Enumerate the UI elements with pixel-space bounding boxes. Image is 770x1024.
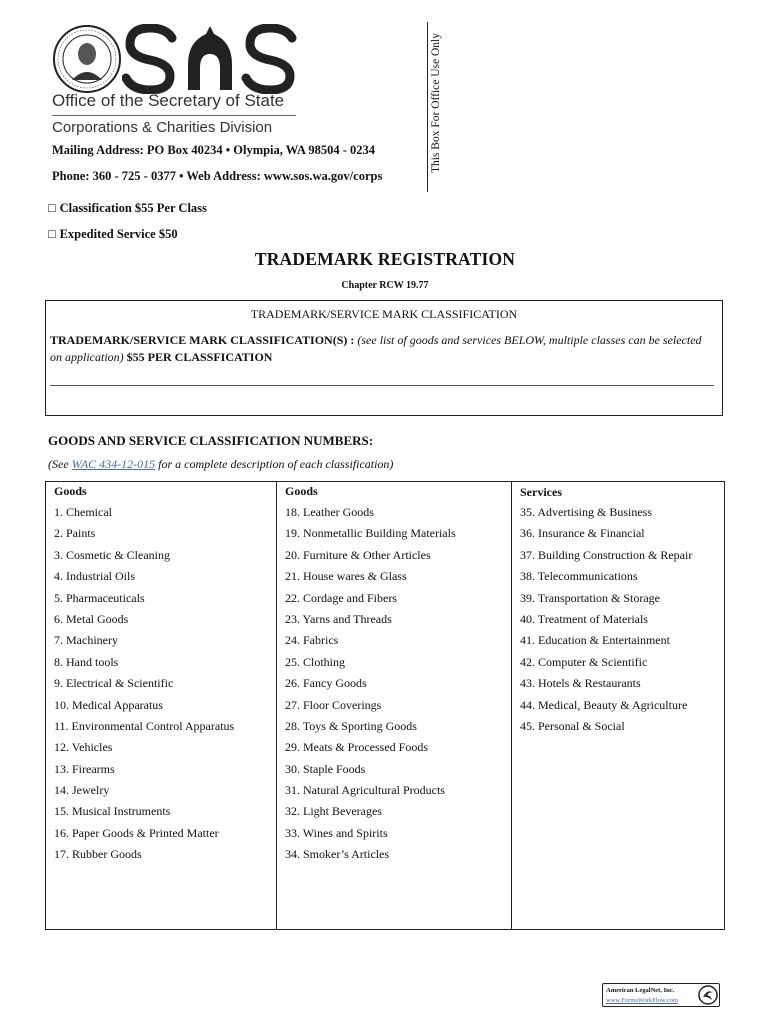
class-item: 17. Rubber Goods: [54, 847, 142, 862]
class-item: 41. Education & Entertainment: [520, 633, 670, 648]
classification-box: [45, 300, 723, 416]
subtitle-suffix: for a complete description of each classification): [155, 457, 394, 471]
goods-section-heading: GOODS AND SERVICE CLASSIFICATION NUMBERS:: [48, 433, 374, 448]
class-list: [520, 505, 692, 740]
class-item: 19. Nonmetallic Building Materials: [285, 526, 456, 541]
classification-lead: TRADEMARK/SERVICE MARK CLASSIFICATION(S) :: [50, 333, 355, 347]
class-item: 16. Paper Goods & Printed Matter: [54, 825, 219, 840]
footer-url[interactable]: www.FormsWorkFlow.com: [606, 997, 678, 1004]
class-item: 13. Firearms: [54, 761, 115, 776]
classification-table: [45, 481, 725, 930]
class-item: 29. Meats & Processed Foods: [285, 740, 428, 755]
class-item: 4. Industrial Oils: [54, 569, 135, 584]
state-seal-icon: [52, 24, 122, 94]
class-item: 34. Smoker’s Articles: [285, 847, 390, 862]
column-header: Goods: [54, 484, 87, 498]
sos-logo-icon: [122, 24, 302, 94]
class-item: 3. Cosmetic & Cleaning: [54, 547, 170, 562]
class-item: 21. House wares & Glass: [285, 569, 407, 584]
class-item: 35. Advertising & Business: [520, 505, 653, 519]
class-item: 28. Toys & Sporting Goods: [285, 718, 417, 733]
class-item: 39. Transportation & Storage: [520, 590, 660, 605]
class-item: 42. Computer & Scientific: [520, 654, 648, 669]
class-item: 31. Natural Agricultural Products: [285, 783, 445, 798]
class-item: 32. Light Beverages: [285, 804, 382, 819]
class-item: 45. Personal & Social: [520, 718, 625, 733]
class-item: 5. Pharmaceuticals: [54, 590, 145, 605]
classification-option-label: Classification $55 Per Class: [59, 201, 207, 215]
class-item: 10. Medical Apparatus: [54, 697, 163, 712]
phone-web-address: Phone: 360 - 725 - 0377 • Web Address: www.sos.wa.gov/corps: [52, 169, 383, 183]
class-item: 12. Vehicles: [54, 740, 113, 755]
class-item: 25. Clothing: [285, 654, 346, 669]
office-use-box: [427, 22, 448, 192]
wac-link[interactable]: WAC 434-12-015: [71, 457, 156, 471]
class-item: 22. Cordage and Fibers: [285, 590, 397, 605]
class-item: 37. Building Construction & Repair: [520, 547, 693, 562]
goods-column-1: [46, 482, 276, 929]
form-title: TRADEMARK REGISTRATION: [254, 249, 516, 269]
classification-option[interactable]: [48, 201, 207, 216]
footer-company-name: American LegalNet, Inc.: [606, 987, 675, 994]
class-item: 7. Machinery: [54, 633, 118, 648]
class-item: 27. Floor Coverings: [285, 697, 382, 712]
class-item: 23. Yarns and Threads: [285, 611, 392, 626]
expedited-option-label: Expedited Service $50: [59, 227, 178, 241]
class-item: 15. Musical Instruments: [54, 804, 171, 819]
column-header: Goods: [285, 484, 318, 498]
class-item: 8. Hand tools: [54, 654, 119, 669]
services-column: [511, 482, 727, 929]
subtitle-prefix: (See: [48, 457, 72, 471]
expedited-option[interactable]: [48, 227, 178, 242]
class-item: 18. Leather Goods: [285, 505, 374, 519]
checkbox-icon[interactable]: □: [48, 201, 56, 215]
class-item: 24. Fabrics: [285, 633, 339, 648]
class-item: 9. Electrical & Scientific: [54, 676, 174, 691]
footer-badge: [602, 983, 720, 1007]
class-item: 43. Hotels & Restaurants: [520, 676, 641, 691]
class-item: 44. Medical, Beauty & Agriculture: [520, 697, 688, 712]
class-item: 26. Fancy Goods: [285, 676, 367, 691]
class-item: 36. Insurance & Financial: [520, 526, 645, 541]
class-item: 6. Metal Goods: [54, 611, 129, 626]
checkbox-icon[interactable]: □: [48, 227, 56, 241]
goods-section-subtitle: [48, 457, 393, 472]
office-title: Office of the Secretary of State: [52, 91, 285, 110]
class-list: [285, 505, 456, 869]
chapter-reference: Chapter RCW 19.77: [341, 280, 429, 291]
office-use-label: This Box For Office Use Only: [430, 33, 442, 174]
column-header: Services: [520, 485, 562, 499]
class-item: 11. Environmental Control Apparatus: [54, 718, 235, 733]
forms-workflow-logo-icon: [698, 985, 718, 1005]
class-item: 38. Telecommunications: [520, 569, 638, 584]
divider: [52, 115, 296, 116]
mailing-address: Mailing Address: PO Box 40234 • Olympia, WA 98504 - 0234: [52, 143, 376, 157]
class-item: 30. Staple Foods: [285, 761, 366, 776]
class-item: 2. Paints: [54, 526, 96, 541]
class-list: [54, 505, 234, 869]
class-item: 33. Wines and Spirits: [285, 825, 388, 840]
class-item: 1. Chemical: [54, 505, 112, 519]
class-item: 14. Jewelry: [54, 783, 110, 798]
class-item: 40. Treatment of Materials: [520, 611, 648, 626]
division-title: Corporations & Charities Division: [52, 119, 273, 136]
goods-column-2: [276, 482, 512, 929]
class-item: 20. Furniture & Other Articles: [285, 547, 431, 562]
classification-entry-field[interactable]: [50, 385, 714, 386]
classification-note: (see list of goods and services BELOW, multiple classes can be selected on application): [50, 333, 702, 364]
classification-box-text: [50, 332, 712, 366]
classification-box-heading: TRADEMARK/SERVICE MARK CLASSIFICATION: [250, 307, 518, 321]
classification-price: $55 PER CLASSFICATION: [126, 350, 273, 364]
